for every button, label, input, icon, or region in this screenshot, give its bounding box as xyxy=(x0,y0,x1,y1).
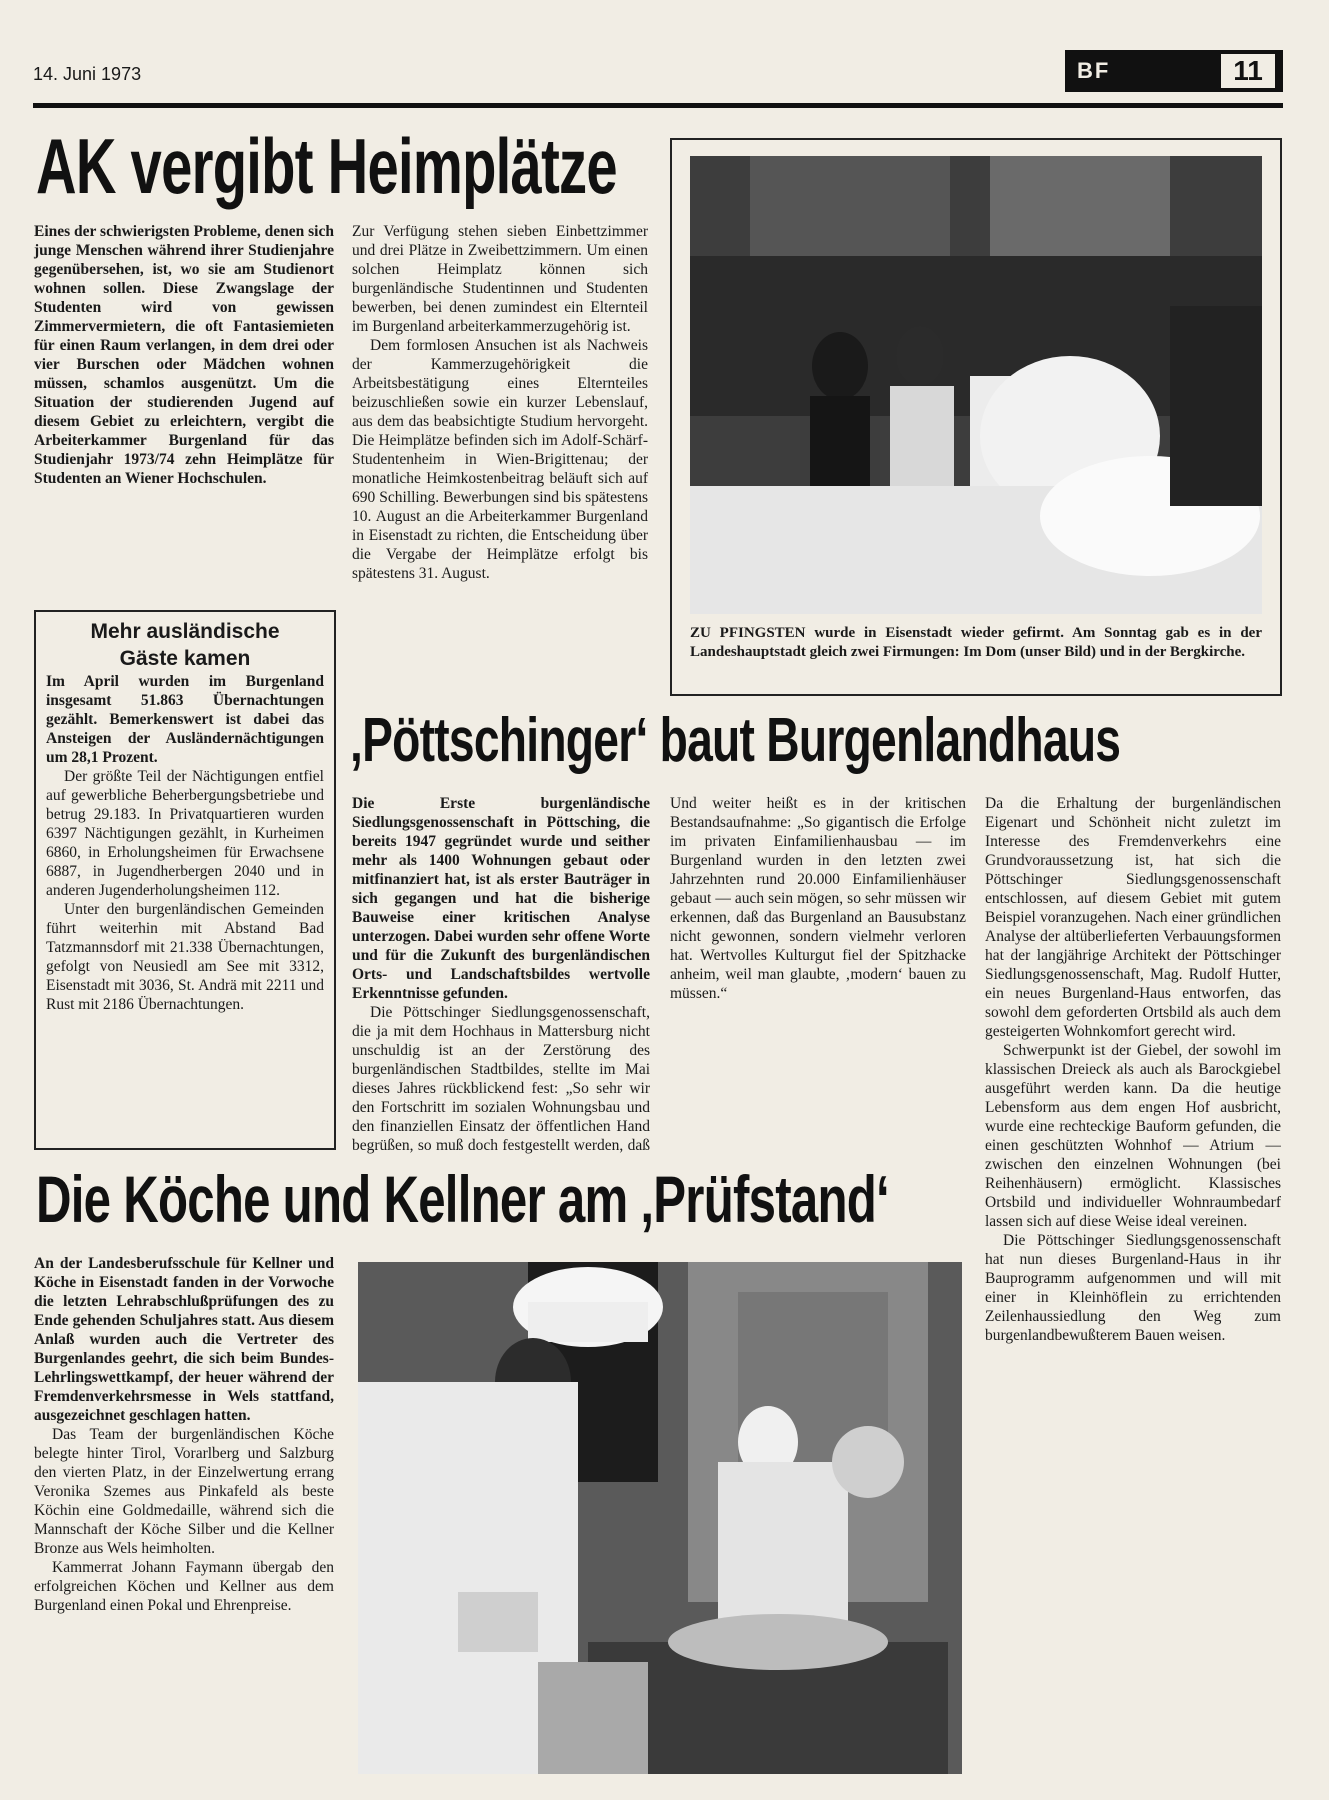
article2-paragraph-1: Die Pöttschinger Siedlungsgenossenschaft, die ja mit dem Hochhaus in Mattersburg nicht unschuldig ist an der Zerstörung des burgenländischen Stadtbildes, stellte im Mai dieses Jahres rückblickend fest: „So sehr wir den Fortschritt im sozialen Wohnungsbau und den finanziellen Einsatz der öffentlichen Hand begrüßen, so muß doch festgestellt werden, daß xyxy=(352,1004,650,1154)
photo-firmung-caption-lead: ZU PFINGSTEN wurde in Eisenstadt wieder gefirmt. xyxy=(690,625,1064,641)
article1-column-2 xyxy=(352,222,648,583)
section-masthead xyxy=(1065,50,1283,92)
photo-firmung-frame xyxy=(670,138,1282,696)
article1-paragraph-1: Zur Verfügung stehen sieben Einbettzimmer und drei Plätze in Zweibettzimmern. Um einen solchen Heimplatz können sich burgenländische Studentinnen und Studenten bewerben, bei denen zumindest ein Elternteil im Burgenland arbeiterkammerzugehörig ist. xyxy=(352,223,648,335)
photo-firmung xyxy=(690,156,1262,614)
article2-paragraph-3: Da die Erhaltung der burgenländischen Eigenart und Schönheit nicht zuletzt im Interesse des Fremdenverkehrs eine Grundvoraussetzung ist, hat sich die Pöttschinger Siedlungsgenossenschaft entschlossen, auf diesem Gebiet mit gutem Beispiel voranzugehen. Nach einer gründlichen Analyse der altüberlieferten Verbauungsformen hat der langjährige Architekt der Pöttschinger Siedlungsgenossenschaft, Mag. Rudolf Hutter, ein neues Burgenland-Haus entworfen, das sowohl dem geforderten Ortsbild als auch dem gesteigerten Wohnkomfort gerecht wird. xyxy=(985,795,1281,1040)
headline-poettschinger: ‚Pöttschinger‘ baut Burgenlandhaus xyxy=(350,706,1121,775)
article2-column-3 xyxy=(985,794,1281,1784)
article2-paragraph-4: Schwerpunkt ist der Giebel, der sowohl im klassischen Dreieck als auch als Barockgiebel ausgeführt werden kann. Da die heutige Lebensform aus dem engen Hof ausbricht, wurde eine rechteckige Bauform gefunden, die einen geschützten Wohnhof — Atrium — zwischen den einzelnen Wohnungen (bei Reihenhäusern) ermöglicht. Klassisches Ortsbild und individueller Wohnraumbedarf lassen sich auf diese Weise ideal vereinen. xyxy=(985,1042,1281,1230)
infobox-paragraph-2: Unter den burgenländischen Gemeinden führt weiterhin mit Abstand Bad Tatzmannsdorf mit 21.338 Übernachtungen, gefolgt von Neusiedl am See mit 3312, Eisenstadt mit 3036, St. Andrä mit 2211 und Rust mit 2186 Übernachtungen. xyxy=(46,901,324,1013)
infobox-title-line-2: Gäste kamen xyxy=(119,647,251,670)
article1-column-1 xyxy=(34,222,334,488)
article2-lead: Die Erste burgenländische Siedlungsgenossenschaft in Pöttsching, die bereits 1947 gegründet wurde und seither mehr als 1400 Wohnungen gebaut oder mitfinanziert hat, ist als erster Bauträger in sich gegangen und hat die bisherige Bauweise einer kritischen Analyse unterzogen. Dabei wurden sehr offene Worte und für die Zukunft des burgenländischen Orts- und Landschaftsbildes wertvolle Erkenntnisse gefunden. xyxy=(352,795,650,1002)
photo-firmung-caption xyxy=(690,624,1262,662)
article3-paragraph-1: Das Team der burgenländischen Köche belegte hinter Tirol, Vorarlberg und Salzburg den vierten Platz, in der Einzelwertung errang Veronika Szemes aus Pinkafeld als beste Köchin eine Goldmedaille, während sich die Mannschaft der Köche Silber und die Kellner Bronze aus Wels heimholten. xyxy=(34,1426,334,1557)
article1-paragraph-2: Dem formlosen Ansuchen ist als Nachweis der Kammerzugehörigkeit die Arbeitsbestätigung eines Elternteiles beizuschließen sowie ein kurzer Lebenslauf, aus dem das beabsichtigte Studium hervorgeht. Die Heimplätze befinden sich im Adolf-Schärf-Studentenheim in Wien-Brigittenau; der monatliche Heimkostenbeitrag beläuft sich auf 690 Schilling. Bewerbungen sind bis spätestens 10. August an die Arbeiterkammer Burgenland in Eisenstadt zu richten, die Entscheidung über die Vergabe der Heimplätze erfolgt bis spätestens 31. August. xyxy=(352,337,648,582)
article2-column-1 xyxy=(352,794,650,1154)
headline-ak-heimplaetze: AK vergibt Heimplätze xyxy=(36,122,617,210)
article1-lead: Eines der schwierigsten Probleme, denen sich junge Menschen während ihrer Studienjahre gegenübersehen, ist, wo sie am Studienort wohnen sollen. Diese Zwangslage der Studenten wird von gewissen Zimmervermietern, die oft Fantasiemieten für einen Raum verlangen, in dem drei oder vier Burschen oder Mädchen wohnen müssen, schamlos ausgenützt. Um die Situation der studierenden Jugend auf diesem Gebiet zu erleichtern, vergibt die Arbeiterkammer Burgenland für das Studienjahr 1973/74 zehn Heimplätze für Studenten an Wiener Hochschulen. xyxy=(34,223,334,487)
article3-column-1 xyxy=(34,1254,334,1784)
header-rule xyxy=(33,103,1283,108)
photo-koeche xyxy=(358,1262,962,1774)
infobox-lead: Im April wurden im Burgenland insgesamt 51.863 Übernachtungen gezählt. Bemerkenswert ist dabei das Ansteigen der Ausländernächtigungen um 28,1 Prozent. xyxy=(46,673,324,766)
issue-date: 14. Juni 1973 xyxy=(33,64,142,84)
article2-column-2 xyxy=(670,794,966,1154)
article2-paragraph-2: Und weiter heißt es in der kritischen Bestandsaufnahme: „So gigantisch die Erfolge im privaten Einfamilienhausbau — im Burgenland wurden in den letzten zwei Jahrzehnten rund 20.000 Einfamilienhäuser gebaut — auch sein mögen, so sehr müssen wir erkennen, daß das Burgenland an Bausubstanz nicht gewonnen, sondern vielmehr verloren hat. Wertvolles Kulturgut fiel der Spitzhacke anheim, weil man glaubte, ‚modern‘ bauen zu müssen.“ xyxy=(670,795,966,1002)
infobox-paragraph-1: Der größte Teil der Nächtigungen entfiel auf gewerbliche Beherbergungsbetriebe und betrug 29.183. In Privatquartieren wurden 6397 Nächtigungen gezählt, in Kurheimen 6860, in Erholungsheimen für Erwachsene 6887, in Jugendherbergen 2040 und in anderen Jugenderholungsheimen 112. xyxy=(46,768,324,899)
section-label: BF xyxy=(1077,58,1111,83)
article3-lead: An der Landesberufsschule für Kellner und Köche in Eisenstadt fanden in der Vorwoche die letzten Lehrabschlußprüfungen des zu Ende gehenden Schuljahres statt. Aus diesem Anlaß wurden auch die Vertreter des Burgenlandes geehrt, die sich beim Bundes-Lehrlingswettkampf, der heuer während der Fremdenverkehrsmesse in Wels stattfand, ausgezeichnet geschlagen hatten. xyxy=(34,1255,334,1424)
photo-firmung-caption-rest: Am Sonntag gab es in der Landeshauptstadt gleich zwei Firmungen: Im Dom (unser Bild) und in der Bergkirche. xyxy=(690,625,1262,660)
article3-paragraph-2: Kammerrat Johann Faymann übergab den erfolgreichen Köchen und Kellner aus dem Burgenland einen Pokal und Ehrenpreise. xyxy=(34,1559,334,1614)
infobox-auslaendische-gaeste xyxy=(34,610,336,1150)
article2-paragraph-5: Die Pöttschinger Siedlungsgenossenschaft hat nun dieses Burgenland-Haus in ihr Bauprogramm aufgenommen und will mit einer in Kleinhöflein zu errichtenden Zeilenhaussiedlung den Weg zum burgenlandbewußterem Bauen weisen. xyxy=(985,1232,1281,1344)
headline-koeche-kellner: Die Köche und Kellner am ‚Prüfstand‘ xyxy=(36,1162,889,1236)
page-number: 11 xyxy=(1221,54,1275,88)
infobox-title-line-1: Mehr ausländische xyxy=(90,620,280,643)
